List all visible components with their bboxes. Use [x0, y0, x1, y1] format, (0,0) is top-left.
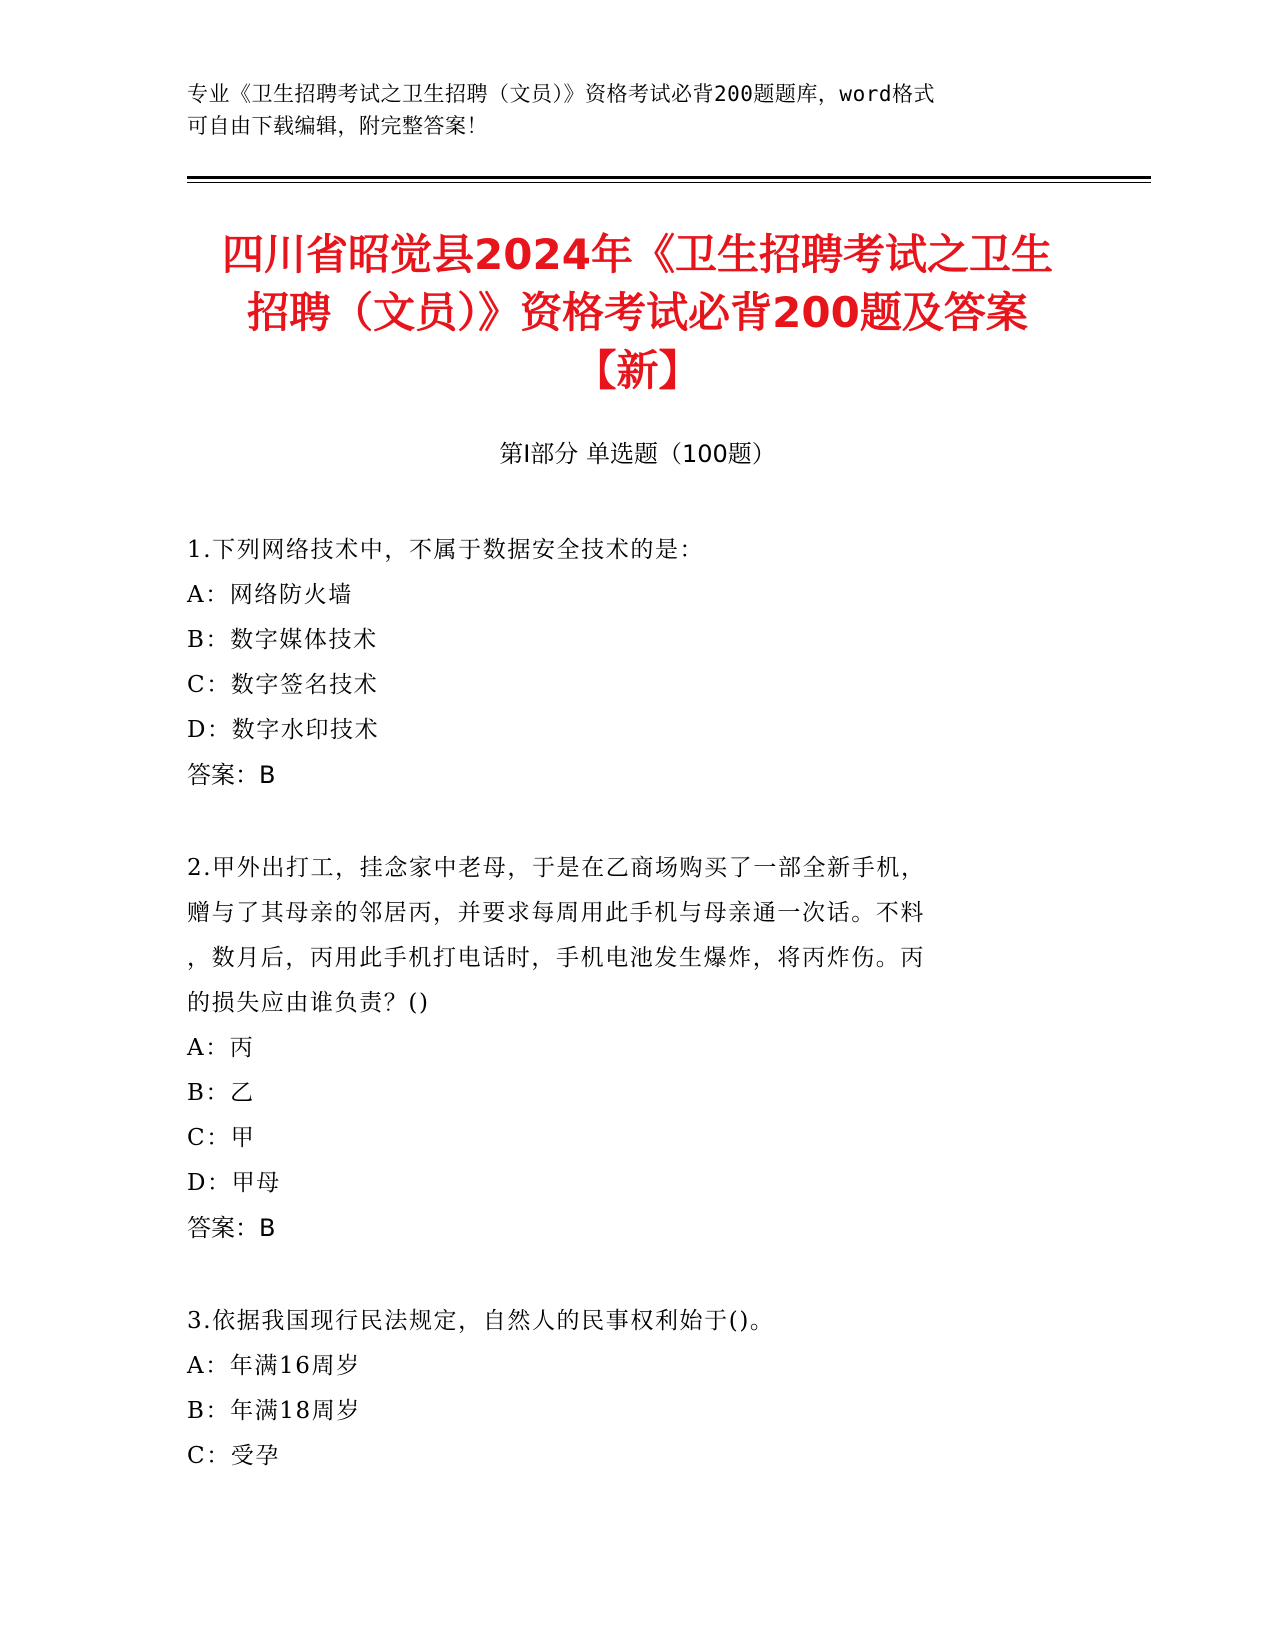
question-stem: 赠与了其母亲的邻居丙，并要求每周用此手机与母亲通一次话。不料 [187, 900, 925, 926]
question-item [187, 1299, 1087, 1479]
option-a: A：年满16周岁 [187, 1353, 361, 1379]
document-title-line: 四川省昭觉县2024年《卫生招聘考试之卫生 [222, 230, 1053, 279]
header-note [187, 78, 1087, 142]
question-item [187, 528, 1087, 798]
option-d: D：甲母 [187, 1170, 281, 1196]
question-stem: 的损失应由谁负责？() [187, 990, 430, 1016]
question-item [187, 846, 1087, 1251]
document-title [160, 226, 1115, 400]
option-c: C：受孕 [187, 1443, 280, 1469]
question-stem: 1.下列网络技术中，不属于数据安全技术的是： [187, 537, 705, 563]
header-note-line: 专业《卫生招聘考试之卫生招聘（文员）》资格考试必背200题题库，word格式 [187, 82, 935, 106]
option-b: B：数字媒体技术 [187, 627, 378, 653]
header-divider-thin [187, 182, 1151, 183]
section-heading: 第Ⅰ部分 单选题（100题） [499, 440, 776, 468]
option-d: D：数字水印技术 [187, 717, 380, 743]
answer-line: 答案：B [187, 761, 276, 789]
header-note-line: 可自由下载编辑，附完整答案！ [187, 114, 488, 138]
option-a: A：网络防火墙 [187, 582, 353, 608]
option-b: B：年满18周岁 [187, 1398, 361, 1424]
question-stem: ，数月后，丙用此手机打电话时，手机电池发生爆炸，将丙炸伤。丙 [187, 945, 925, 971]
document-title-line: 招聘（文员）》资格考试必背200题及答案 [247, 288, 1028, 337]
option-c: C：数字签名技术 [187, 672, 379, 698]
option-a: A：丙 [187, 1035, 255, 1061]
option-c: C：甲 [187, 1125, 256, 1151]
question-list [187, 528, 1087, 1479]
document-title-line: 【新】 [574, 346, 701, 395]
header-divider-thick [187, 176, 1151, 179]
answer-line: 答案：B [187, 1214, 276, 1242]
question-stem: 3.依据我国现行民法规定，自然人的民事权利始于()。 [187, 1308, 775, 1334]
option-b: B：乙 [187, 1080, 255, 1106]
question-stem: 2.甲外出打工，挂念家中老母，于是在乙商场购买了一部全新手机， [187, 855, 926, 881]
